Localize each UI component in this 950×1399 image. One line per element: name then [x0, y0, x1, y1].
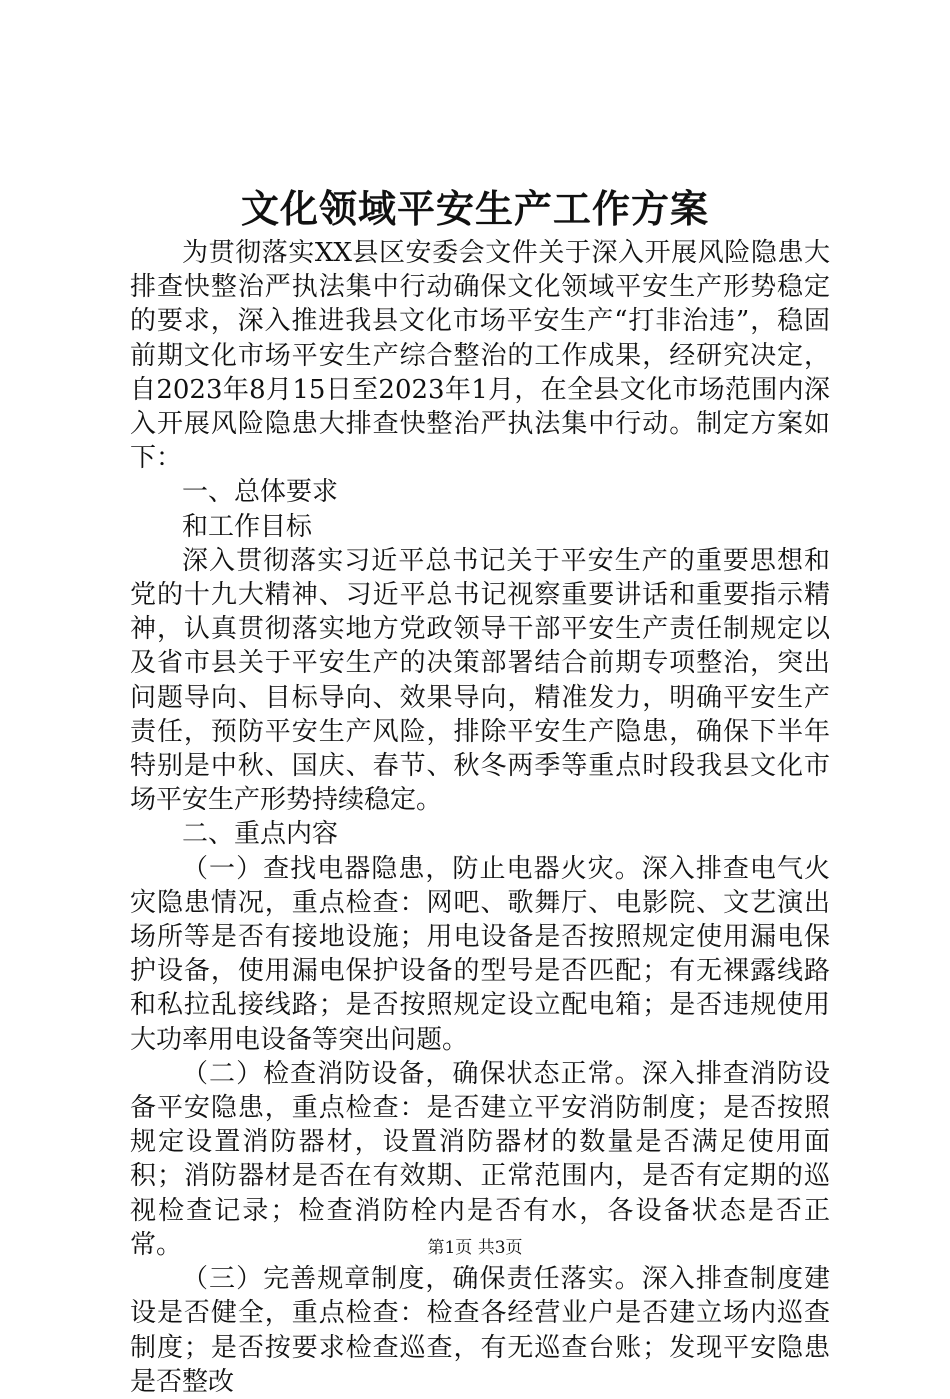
document-title: 文化领域平安生产工作方案: [240, 187, 709, 231]
section-heading-key-content: 二、重点内容: [182, 819, 339, 850]
item-2-paragraph: （二）检查消防设备，确保状态正常。深入排查消防设备平安隐患，重点检查：是否建立平安消防制度；是否按照规定设置消防器材，设置消防器材的数量是否满足使用面积；消防器材是否在有效期、正常范围内，是否有定期的巡视检查记录；检查消防栓内是否有水，各设备状态是否正常。: [130, 1058, 830, 1260]
section-heading-general-cont: 和工作目标: [182, 511, 313, 542]
section-heading-general: 一、总体要求: [182, 477, 339, 508]
item-1-paragraph: （一）查找电器隐患，防止电器火灾。深入排查电气火灾隐患情况，重点检查：网吧、歌舞厅、电影院、文艺演出场所等是否有接地设施；用电设备是否按照规定使用漏电保护设备，使用漏电保护设备的型号是否匹配；有无裸露线路和私拉乱接线路；是否按照规定设立配电箱；是否违规使用大功率用电设备等突出问题。: [130, 853, 830, 1055]
page-footer: 第1页 共3页: [427, 1238, 523, 1258]
general-requirements-paragraph: 深入贯彻落实习近平总书记关于平安生产的重要思想和党的十九大精神、习近平总书记视察重要讲话和重要指示精神，认真贯彻落实地方党政领导干部平安生产责任制规定以及省市县关于平安生产的决策部署结合前期专项整治，突出问题导向、目标导向、效果导向，精准发力，明确平安生产责任，预防平安生产风险，排除平安生产隐患，确保下半年特别是中秋、国庆、春节、秋冬两季等重点时段我县文化市场平安生产形势持续稳定。: [130, 545, 830, 816]
document-body: [130, 236, 830, 1399]
intro-paragraph: 为贯彻落实XX县区安委会文件关于深入开展风险隐患大排查快整治严执法集中行动确保文化领域平安生产形势稳定的要求，深入推进我县文化市场平安生产“打非治违”，稳固前期文化市场平安生产综合整治的工作成果，经研究决定，自2023年8月15日至2023年1月，在全县文化市场范围内深入开展风险隐患大排查快整治严执法集中行动。制定方案如下：: [130, 238, 830, 474]
item-3-paragraph: （三）完善规章制度，确保责任落实。深入排查制度建设是否健全，重点检查：检查各经营业户是否建立场内巡查制度；是否按要求检查巡查，有无巡查台账；发现平安隐患是否整改: [130, 1264, 830, 1397]
